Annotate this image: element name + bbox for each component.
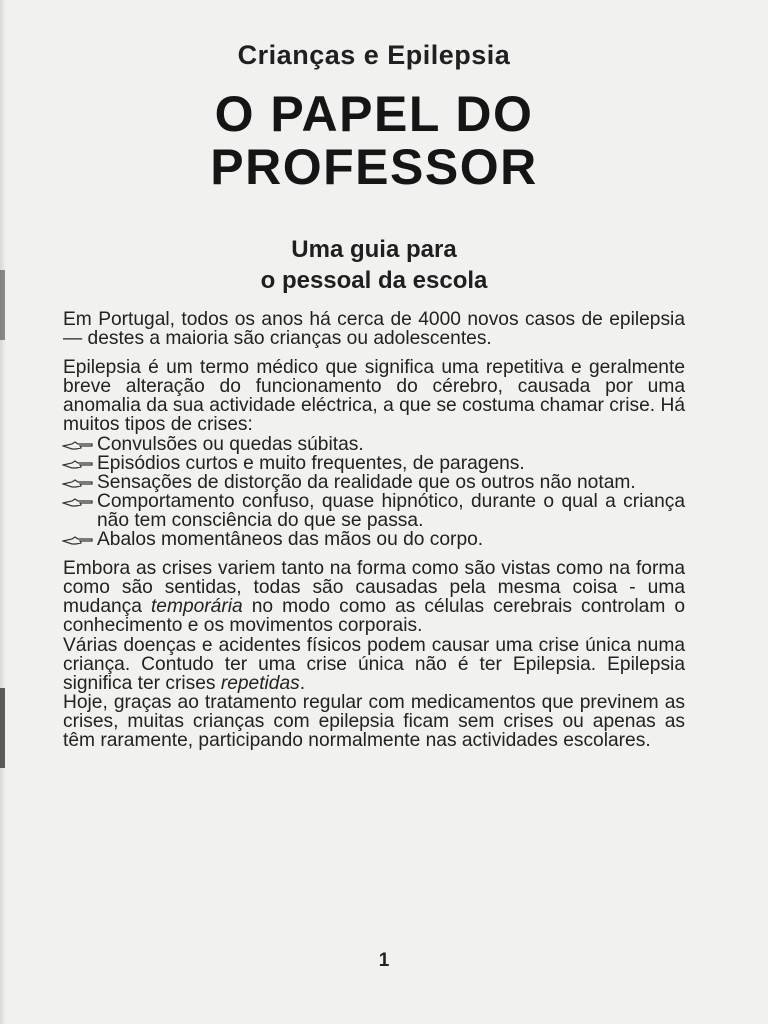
document-page	[63, 36, 685, 750]
explanation-paragraph	[63, 559, 685, 635]
list-item-text: Abalos momentâneos das mãos ou do corpo.	[97, 529, 484, 551]
pointing-hand-icon	[62, 459, 94, 470]
list-item	[63, 492, 685, 530]
list-item	[63, 435, 685, 454]
list-item	[63, 454, 685, 473]
list-item-text: Comportamento confuso, quase hipnótico, durante o qual a criança não tem consciência do que se passa.	[97, 490, 685, 531]
scan-mark	[0, 270, 5, 340]
pointing-hand-icon	[62, 440, 94, 451]
scan-edge	[0, 0, 6, 1024]
text-run: .	[299, 672, 306, 694]
explanation-paragraph: Hoje, graças ao tratamento regular com medicamentos que previnem as crises, muitas crianças com epilepsia ficam sem crises ou apenas as têm raramente, participando normalmente nas actividades escolares.	[63, 691, 685, 751]
intro-paragraph: Em Portugal, todos os anos há cerca de 4000 novos casos de epilepsia — destes a maioria são crianças ou adolescentes.	[63, 309, 685, 350]
subtitle	[63, 234, 685, 296]
page-title-line: PROFESSOR	[210, 139, 538, 195]
list-item-text: Sensações de distorção da realidade que os outros não notam.	[97, 471, 636, 493]
list-item-text: Episódios curtos e muito frequentes, de paragens.	[97, 452, 525, 474]
subtitle-line: o pessoal da escola	[260, 267, 488, 294]
pointing-hand-icon	[62, 497, 94, 508]
pointing-hand-icon	[62, 478, 94, 489]
explanation-paragraph	[63, 636, 685, 693]
pointing-hand-icon	[62, 535, 94, 546]
list-item	[63, 530, 685, 549]
text-run: Embora as crises variem tanto na forma como são vistas como na forma como são sentidas, todas são causadas pela mesma coisa - uma mudança	[63, 558, 685, 618]
text-run: no modo como as células cerebrais controlam o conhecimento e os movimentos corporais.	[63, 596, 685, 637]
subtitle-line: Uma guia para	[291, 236, 457, 263]
list-item	[63, 473, 685, 492]
crisis-types-list	[63, 435, 685, 550]
scan-mark	[0, 688, 5, 768]
definition-paragraph: Epilepsia é um termo médico que significa uma repetitiva e geralmente breve alteração do funcionamento do cérebro, causada por uma anomalia da sua actividade eléctrica, a que se costuma chamar crise. Há muitos tipos de crises:	[63, 357, 685, 436]
page-number: 1	[378, 950, 390, 971]
text-run: Várias doenças e acidentes físicos podem causar uma crise única numa criança. Contudo ter uma crise única não é ter Epilepsia. Epilepsia significa ter crises	[63, 634, 685, 694]
emphasis-text: repetidas	[220, 672, 300, 694]
page-title	[63, 88, 685, 194]
emphasis-text: temporária	[150, 596, 243, 618]
series-title: Crianças e Epilepsia	[237, 40, 511, 70]
page-title-line: O PAPEL DO	[214, 86, 534, 142]
list-item-text: Convulsões ou quedas súbitas.	[97, 433, 364, 455]
